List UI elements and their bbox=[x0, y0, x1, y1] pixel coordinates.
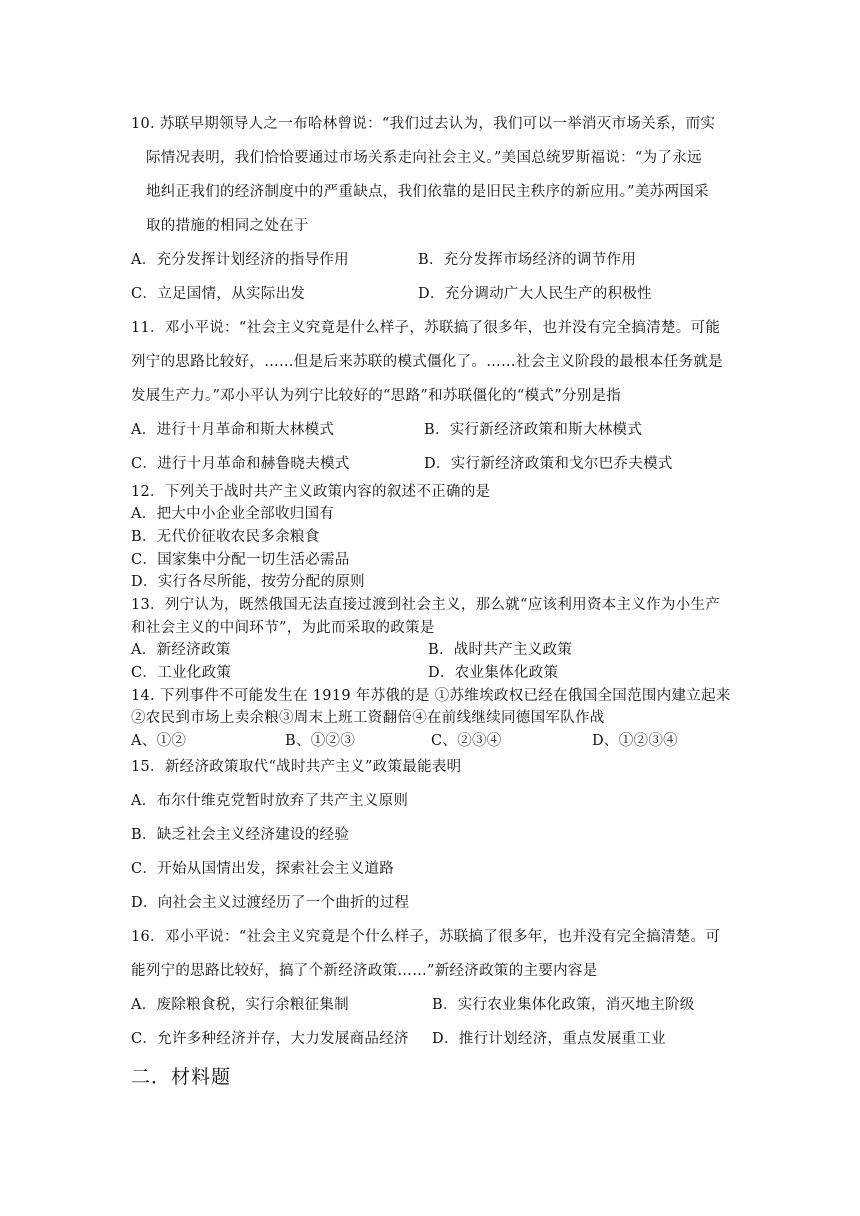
q12-stem: 12．下列关于战时共产主义政策内容的叙述不正确的是 bbox=[131, 484, 491, 500]
q10-stem-line-2: 际情况表明，我们恰恰要通过市场关系走向社会主义。”美国总统罗斯福说：“为了永远 bbox=[146, 150, 702, 166]
q13-option-b: B．战时共产主义政策 bbox=[428, 642, 573, 658]
q13-option-c: C．工业化政策 bbox=[131, 665, 232, 681]
q16-option-d: D．推行计划经济，重点发展重工业 bbox=[432, 1031, 666, 1047]
q16-stem-line-1: 16．邓小平说：“社会主义究竟是个什么样子，苏联搞了很多年，也并没有完全搞清楚。可 bbox=[131, 929, 721, 945]
q15-option-d: D．向社会主义过渡经历了一个曲折的过程 bbox=[131, 895, 410, 911]
q14-option-d: D、①②③④ bbox=[592, 733, 678, 749]
q16-stem-line-2: 能列宁的思路比较好，搞了个新经济政策……”新经济政策的主要内容是 bbox=[131, 963, 598, 979]
q15-option-c: C．开始从国情出发，探索社会主义道路 bbox=[131, 861, 394, 877]
q11-stem-line-3: 发展生产力。”邓小平认为列宁比较好的“思路”和苏联僵化的“模式”分别是指 bbox=[131, 388, 622, 404]
q12-option-d: D．实行各尽所能，按劳分配的原则 bbox=[131, 574, 365, 590]
q13-option-d: D．农业集体化政策 bbox=[428, 665, 559, 681]
section-heading: 二．材料题 bbox=[131, 1066, 232, 1088]
q14-stem-line-1: 14. 下列事件不可能发生在 1919 年苏俄的是 ①苏维埃政权已经在俄国全国范围内建立起来 bbox=[131, 688, 731, 704]
q11-stem-line-1: 11．邓小平说：“社会主义究竟是什么样子，苏联搞了很多年，也并没有完全搞清楚。可能 bbox=[131, 320, 721, 336]
q11-stem-line-2: 列宁的思路比较好，……但是后来苏联的模式僵化了。……社会主义阶段的最根本任务就是 bbox=[131, 354, 723, 370]
q14-option-c: C、②③④ bbox=[431, 733, 502, 749]
q15-option-b: B．缺乏社会主义经济建设的经验 bbox=[131, 827, 350, 843]
q14-stem-line-2: ②农民到市场上卖余粮③周末上班工资翻倍④在前线继续同德国军队作战 bbox=[131, 710, 605, 726]
q11-option-a: A．进行十月革命和斯大林模式 bbox=[131, 422, 335, 438]
q10-option-d: D．充分调动广大人民生产的积极性 bbox=[418, 286, 652, 302]
q11-option-b: B．实行新经济政策和斯大林模式 bbox=[424, 422, 643, 438]
q10-stem-line-4: 取的措施的相同之处在于 bbox=[146, 218, 309, 234]
q15-option-a: A．布尔什维克党暂时放弃了共产主义原则 bbox=[131, 793, 409, 809]
q10-stem-line-1: 10. 苏联早期领导人之一布哈林曾说：“我们过去认为，我们可以一举消灭市场关系，而实 bbox=[131, 116, 716, 132]
q11-option-c: C．进行十月革命和赫鲁晓夫模式 bbox=[131, 456, 350, 472]
q10-option-a: A．充分发挥计划经济的指导作用 bbox=[131, 252, 349, 268]
q12-option-c: C．国家集中分配一切生活必需品 bbox=[131, 552, 350, 568]
q13-stem-line-1: 13．列宁认为，既然俄国无法直接过渡到社会主义，那么就“应该利用资本主义作为小生产 bbox=[131, 597, 721, 613]
q10-option-b: B．充分发挥市场经济的调节作用 bbox=[418, 252, 637, 268]
q14-option-b: B、①②③ bbox=[285, 733, 356, 749]
q11-option-d: D．实行新经济政策和戈尔巴乔夫模式 bbox=[424, 456, 673, 472]
q13-stem-line-2: 和社会主义的中间环节”，为此而采取的政策是 bbox=[131, 620, 435, 636]
q12-option-b: B．无代价征收农民多余粮食 bbox=[131, 529, 320, 545]
q10-option-c: C．立足国情，从实际出发 bbox=[131, 286, 306, 302]
q10-stem-line-3: 地纠正我们的经济制度中的严重缺点，我们依靠的是旧民主秩序的新应用。”美苏两国采 bbox=[146, 184, 709, 200]
q16-option-c: C．允许多种经济并存，大力发展商品经济 bbox=[131, 1031, 409, 1047]
q16-option-a: A．废除粮食税，实行余粮征集制 bbox=[131, 997, 349, 1013]
q12-option-a: A．把大中小企业全部收归国有 bbox=[131, 506, 335, 522]
q15-stem: 15．新经济政策取代“战时共产主义”政策最能表明 bbox=[131, 759, 462, 775]
q16-option-b: B．实行农业集体化政策，消灭地主阶级 bbox=[432, 997, 695, 1013]
q14-option-a: A、①② bbox=[131, 733, 187, 749]
q13-option-a: A．新经济政策 bbox=[131, 642, 231, 658]
